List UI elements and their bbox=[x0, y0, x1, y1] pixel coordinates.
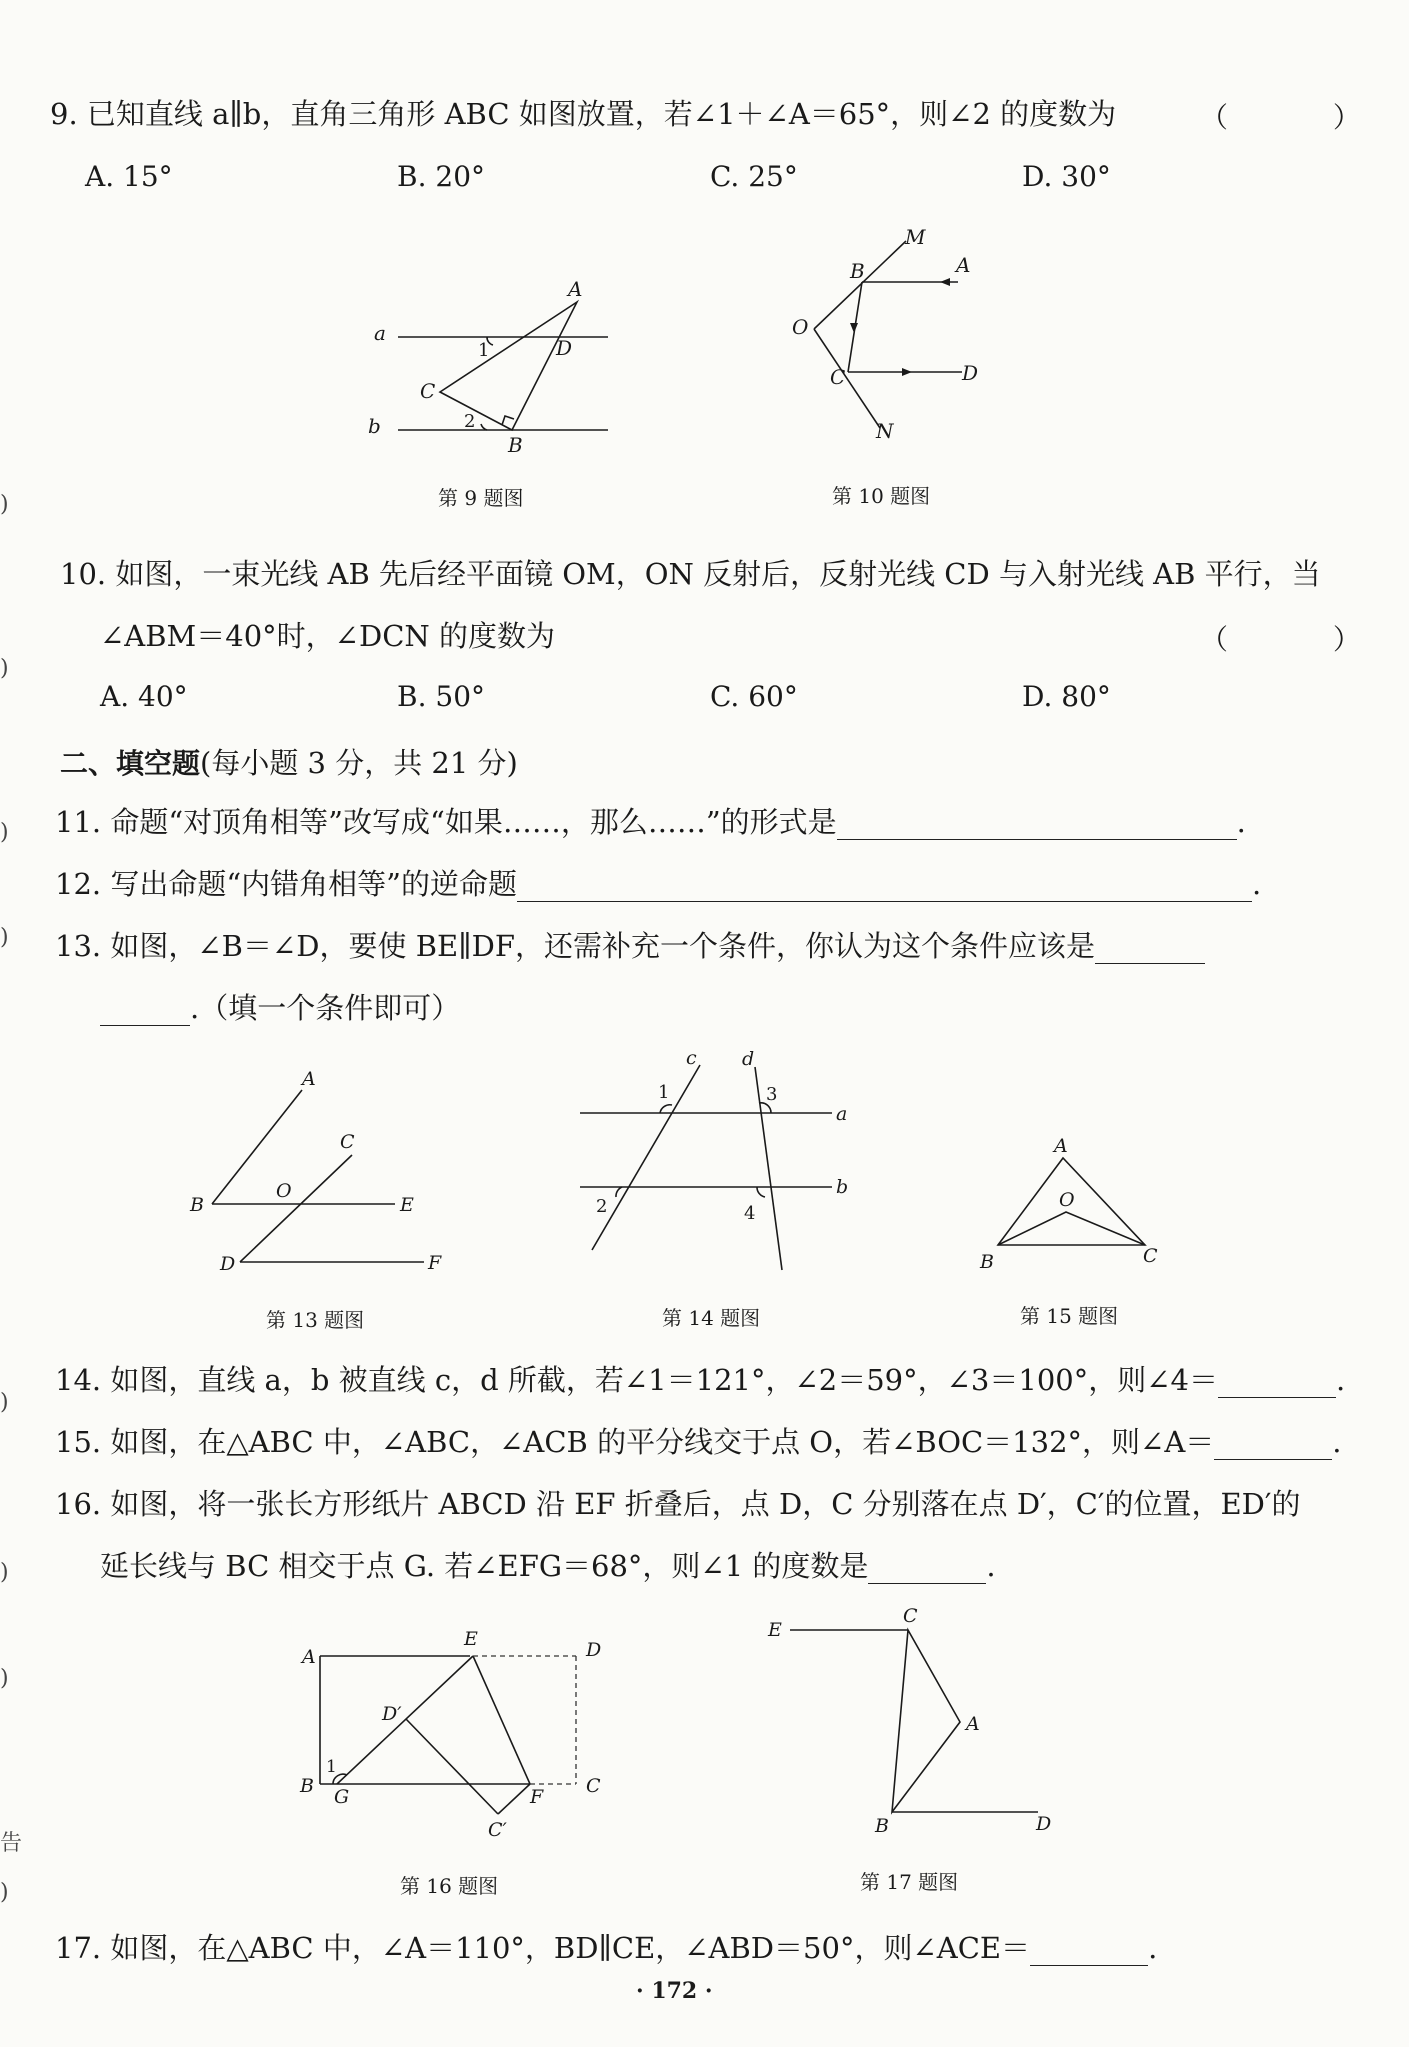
fig9-label-b: b bbox=[368, 414, 381, 438]
fig13-label-F: F bbox=[428, 1252, 442, 1274]
fig15-label-B: B bbox=[980, 1251, 994, 1273]
q15-text: 15. 如图，在△ABC 中，∠ABC，∠ACB 的平分线交于点 O，若∠BOC＝132°，则∠A＝ bbox=[55, 1425, 1215, 1459]
fig15-label-O: O bbox=[1059, 1189, 1075, 1211]
fig10-label-M: M bbox=[905, 225, 926, 249]
fig10-label-A: A bbox=[956, 253, 971, 277]
fig9-label-A: A bbox=[568, 277, 583, 301]
fig17-diagram bbox=[760, 1600, 1070, 1850]
fig14-diagram bbox=[570, 1040, 870, 1280]
margin-mark: ) bbox=[0, 1666, 9, 1691]
fig13-label-C: C bbox=[340, 1131, 355, 1153]
fig16-caption: 第 16 题图 bbox=[400, 1874, 499, 1898]
q16-line2: 延长线与 BC 相交于点 G. 若∠EFG＝68°，则∠1 的度数是 bbox=[100, 1549, 869, 1583]
fig9-label-D: D bbox=[556, 336, 573, 360]
fig9-label-B: B bbox=[508, 433, 523, 457]
fig13-caption: 第 13 题图 bbox=[266, 1308, 365, 1332]
q14 bbox=[55, 1362, 1345, 1398]
section2-title: 二、填空题 bbox=[60, 747, 201, 780]
fig16-label-Cprime: C′ bbox=[488, 1819, 507, 1841]
q13-line2: .（填一个条件即可） bbox=[190, 991, 461, 1025]
q10-option-b: B. 50° bbox=[397, 680, 486, 713]
fig14-label-a: a bbox=[836, 1103, 848, 1125]
fig10-label-N: N bbox=[876, 419, 894, 443]
q12-end: . bbox=[1252, 867, 1262, 901]
q16-line2-wrap bbox=[100, 1548, 996, 1584]
margin-mark: ) bbox=[0, 1880, 9, 1905]
fig13-label-B: B bbox=[190, 1194, 204, 1216]
q9-option-d: D. 30° bbox=[1022, 160, 1111, 193]
q10-answer-paren: （ ） bbox=[1200, 623, 1409, 656]
page-number: · 172 · bbox=[636, 1978, 713, 2004]
q16-answer-blank[interactable] bbox=[868, 1555, 986, 1584]
fig9-label-1: 1 bbox=[478, 340, 490, 361]
fig14-label-2: 2 bbox=[596, 1196, 608, 1217]
q9-option-c: C. 25° bbox=[710, 160, 798, 193]
q10-option-d: D. 80° bbox=[1022, 680, 1111, 713]
fig9-label-a: a bbox=[374, 321, 386, 345]
fig13-label-O: O bbox=[276, 1180, 292, 1202]
fig14-label-c: c bbox=[686, 1047, 697, 1069]
fig16-label-Dprime: D′ bbox=[382, 1703, 402, 1725]
fig13-label-A: A bbox=[302, 1068, 316, 1090]
fig16-label-1: 1 bbox=[326, 1757, 337, 1777]
fig10-caption: 第 10 题图 bbox=[832, 484, 931, 508]
fig14-label-b: b bbox=[836, 1176, 849, 1198]
fig13-label-D: D bbox=[220, 1253, 236, 1275]
q13-line2-wrap bbox=[100, 990, 460, 1026]
q16-end: . bbox=[986, 1549, 996, 1583]
q13-line1: 13. 如图，∠B＝∠D，要使 BE∥DF，还需补充一个条件，你认为这个条件应该是 bbox=[55, 929, 1095, 963]
fig10-label-D: D bbox=[962, 361, 979, 385]
q16-line1: 16. 如图，将一张长方形纸片 ABCD 沿 EF 折叠后，点 D，C 分别落在点 D′，C′的位置，ED′的 bbox=[55, 1487, 1301, 1521]
fig15-label-C: C bbox=[1143, 1245, 1158, 1267]
q9-option-a: A. 15° bbox=[85, 160, 173, 193]
fig17-label-A: A bbox=[966, 1713, 980, 1735]
q13-line1-wrap bbox=[55, 928, 1205, 964]
margin-mark: ) bbox=[0, 1560, 9, 1585]
fig10-diagram bbox=[780, 220, 1000, 450]
q17-text: 17. 如图，在△ABC 中，∠A＝110°，BD∥CE，∠ABD＝50°，则∠ACE＝ bbox=[55, 1931, 1031, 1965]
fig16-label-G: G bbox=[334, 1786, 350, 1808]
fig9-label-C: C bbox=[420, 379, 436, 403]
q17-answer-blank[interactable] bbox=[1030, 1937, 1148, 1966]
fig16-label-E: E bbox=[464, 1628, 478, 1650]
fig14-label-3: 3 bbox=[766, 1084, 778, 1105]
fig14-label-1: 1 bbox=[658, 1082, 670, 1103]
margin-mark: ) bbox=[0, 1390, 9, 1415]
q10-option-a: A. 40° bbox=[100, 680, 188, 713]
q11-answer-blank[interactable] bbox=[837, 811, 1237, 840]
margin-char: 告 bbox=[0, 1831, 23, 1856]
section2-heading bbox=[60, 742, 518, 782]
q11-end: . bbox=[1236, 805, 1246, 839]
q15-end: . bbox=[1332, 1425, 1342, 1459]
q12-text: 12. 写出命题“内错角相等”的逆命题 bbox=[55, 867, 517, 901]
q9-text: 9. 已知直线 a∥b，直角三角形 ABC 如图放置，若∠1＋∠A＝65°，则∠2 的度数为 bbox=[50, 97, 1117, 131]
fig16-label-A: A bbox=[302, 1646, 316, 1668]
margin-mark: ) bbox=[0, 820, 9, 845]
margin-mark: ) bbox=[0, 656, 9, 681]
margin-mark: ) bbox=[0, 925, 9, 950]
fig16-label-B: B bbox=[300, 1775, 314, 1797]
q13-answer-blank-2[interactable] bbox=[100, 997, 190, 1026]
fig9-diagram bbox=[360, 270, 620, 460]
q12-answer-blank[interactable] bbox=[517, 873, 1252, 902]
fig10-label-C: C bbox=[830, 365, 846, 389]
q10-line2: ∠ABM＝40°时，∠DCN 的度数为 bbox=[100, 619, 555, 653]
q14-answer-blank[interactable] bbox=[1218, 1369, 1336, 1398]
fig14-label-4: 4 bbox=[744, 1203, 756, 1224]
q17 bbox=[55, 1930, 1157, 1966]
fig16-label-F: F bbox=[530, 1786, 544, 1808]
q11-text: 11. 命题“对顶角相等”改写成“如果……，那么……”的形式是 bbox=[55, 805, 837, 839]
fig9-caption: 第 9 题图 bbox=[438, 486, 524, 510]
fig15-label-A: A bbox=[1054, 1135, 1068, 1157]
q14-text: 14. 如图，直线 a，b 被直线 c，d 所截，若∠1＝121°，∠2＝59°，∠3＝100°，则∠4＝ bbox=[55, 1363, 1218, 1397]
fig15-caption: 第 15 题图 bbox=[1020, 1304, 1119, 1328]
q9-option-b: B. 20° bbox=[397, 160, 486, 193]
fig14-label-d: d bbox=[742, 1048, 755, 1070]
fig16-diagram bbox=[290, 1620, 620, 1840]
fig17-label-C: C bbox=[903, 1605, 918, 1627]
q17-end: . bbox=[1148, 1931, 1158, 1965]
fig9-label-2: 2 bbox=[464, 411, 476, 432]
q10-option-c: C. 60° bbox=[710, 680, 798, 713]
fig16-label-C: C bbox=[586, 1775, 601, 1797]
q11 bbox=[55, 804, 1246, 840]
q15 bbox=[55, 1424, 1342, 1460]
fig14-caption: 第 14 题图 bbox=[662, 1306, 761, 1330]
margin-mark: ) bbox=[0, 492, 9, 517]
fig17-caption: 第 17 题图 bbox=[860, 1870, 959, 1894]
q14-end: . bbox=[1335, 1363, 1346, 1397]
q9-answer-paren: （ ） bbox=[1200, 101, 1409, 134]
q15-answer-blank[interactable] bbox=[1214, 1431, 1332, 1460]
fig10-label-B: B bbox=[850, 259, 865, 283]
fig15-diagram bbox=[970, 1120, 1170, 1280]
q10-line1: 10. 如图，一束光线 AB 先后经平面镜 OM，ON 反射后，反射光线 CD 与入射光线 AB 平行，当 bbox=[60, 557, 1321, 591]
q12 bbox=[55, 866, 1261, 902]
fig17-label-B: B bbox=[875, 1815, 889, 1837]
fig17-label-E: E bbox=[768, 1619, 782, 1641]
fig17-label-D: D bbox=[1036, 1813, 1052, 1835]
q13-answer-blank-1[interactable] bbox=[1095, 935, 1205, 964]
fig13-diagram bbox=[180, 1060, 460, 1280]
fig16-label-D: D bbox=[586, 1639, 602, 1661]
fig10-label-O: O bbox=[792, 315, 809, 339]
fig13-label-E: E bbox=[400, 1194, 414, 1216]
section2-note: (每小题 3 分，共 21 分) bbox=[200, 746, 518, 780]
